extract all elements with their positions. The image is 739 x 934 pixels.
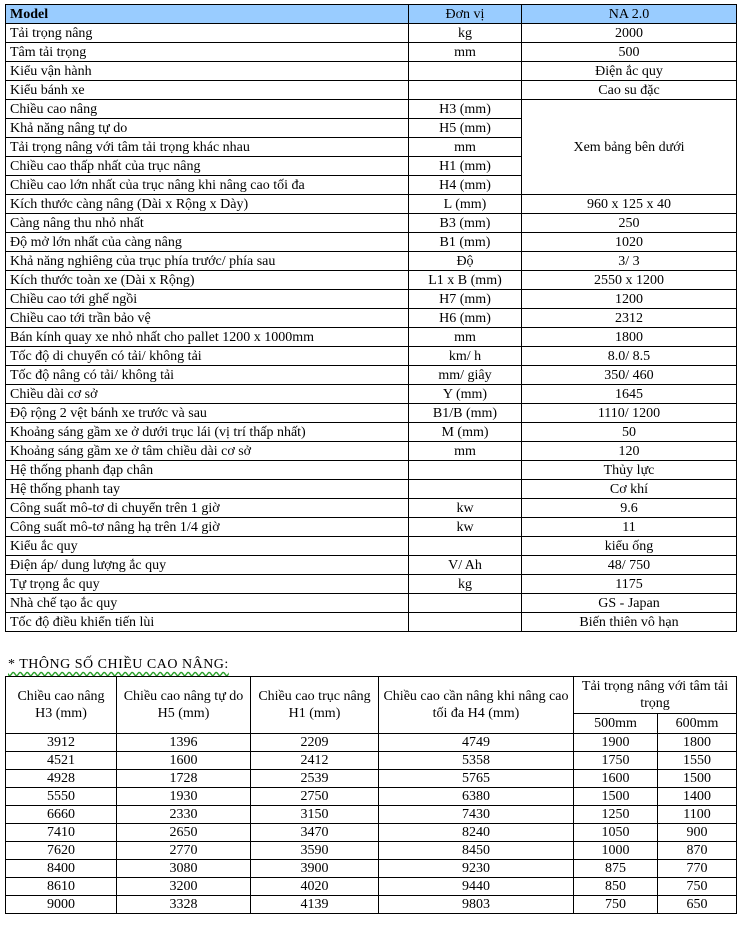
- spec-label: Càng nâng thu nhỏ nhất: [6, 214, 409, 233]
- spec-label: Kích thước càng nâng (Dài x Rộng x Dày): [6, 195, 409, 214]
- spec-unit: L (mm): [409, 195, 522, 214]
- lift-cell: 1800: [658, 734, 737, 752]
- spec-row: [6, 62, 737, 81]
- lift-cell: 7410: [6, 824, 117, 842]
- lift-cell: 3900: [251, 860, 379, 878]
- spec-unit: H7 (mm): [409, 290, 522, 309]
- spec-row: [6, 423, 737, 442]
- spec-row: [6, 594, 737, 613]
- lift-row: [6, 824, 737, 842]
- spec-unit: kg: [409, 575, 522, 594]
- lift-cell: 4521: [6, 752, 117, 770]
- lift-cell: 1600: [574, 770, 658, 788]
- spec-label: Khả năng nghiêng của trục phía trước/ phía sau: [6, 252, 409, 271]
- spec-unit: km/ h: [409, 347, 522, 366]
- lift-cell: 1000: [574, 842, 658, 860]
- lift-cell: 770: [658, 860, 737, 878]
- spec-unit: M (mm): [409, 423, 522, 442]
- spec-row: [6, 518, 737, 537]
- lift-cell: 900: [658, 824, 737, 842]
- spec-row: [6, 461, 737, 480]
- spec-value: 48/ 750: [522, 556, 737, 575]
- spec-unit: B1/B (mm): [409, 404, 522, 423]
- spec-row: [6, 480, 737, 499]
- spec-header-row: [6, 5, 737, 24]
- spec-value: kiểu ống: [522, 537, 737, 556]
- lift-subheader-500: 500mm: [574, 713, 658, 733]
- spec-value: 8.0/ 8.5: [522, 347, 737, 366]
- spec-value: 1800: [522, 328, 737, 347]
- lift-cell: 1750: [574, 752, 658, 770]
- spec-unit: Độ: [409, 252, 522, 271]
- spec-value: 1175: [522, 575, 737, 594]
- spec-label: Chiều cao tới trần bảo vệ: [6, 309, 409, 328]
- lift-cell: 1396: [117, 734, 251, 752]
- lift-header-row: [6, 677, 737, 714]
- lift-row: [6, 752, 737, 770]
- lift-cell: 1600: [117, 752, 251, 770]
- spec-label: Chiều cao lớn nhất của trục nâng khi nâng cao tối đa: [6, 176, 409, 195]
- lift-cell: 2750: [251, 788, 379, 806]
- lift-subheader-600: 600mm: [658, 713, 737, 733]
- spec-row: [6, 537, 737, 556]
- spec-table: [5, 4, 737, 632]
- spec-row: [6, 385, 737, 404]
- spec-row: [6, 214, 737, 233]
- spec-row: [6, 442, 737, 461]
- spec-unit: [409, 62, 522, 81]
- lift-cell: 8450: [379, 842, 574, 860]
- spec-header-value: NA 2.0: [522, 5, 737, 24]
- spec-row: [6, 613, 737, 632]
- lift-cell: 875: [574, 860, 658, 878]
- spec-label: Tải trọng nâng với tâm tải trọng khác nhau: [6, 138, 409, 157]
- lift-row: [6, 806, 737, 824]
- lift-row: [6, 770, 737, 788]
- spec-unit: H6 (mm): [409, 309, 522, 328]
- lift-cell: 9803: [379, 896, 574, 914]
- spec-value: 11: [522, 518, 737, 537]
- lift-cell: 650: [658, 896, 737, 914]
- lift-row: [6, 860, 737, 878]
- lift-cell: 1250: [574, 806, 658, 824]
- spec-label: Chiều cao nâng: [6, 100, 409, 119]
- lift-cell: 1100: [658, 806, 737, 824]
- spec-value: 500: [522, 43, 737, 62]
- spec-row: [6, 252, 737, 271]
- lift-header-h4: Chiều cao cần nâng khi nâng cao tối đa H4 (mm): [379, 677, 574, 734]
- spec-label: Tải trọng nâng: [6, 24, 409, 43]
- spec-merged-value: Xem bảng bên dưới: [522, 100, 737, 195]
- spec-row: [6, 81, 737, 100]
- spec-value: Biến thiên vô hạn: [522, 613, 737, 632]
- spec-value: 3/ 3: [522, 252, 737, 271]
- lift-cell: 3150: [251, 806, 379, 824]
- spec-value: 50: [522, 423, 737, 442]
- spec-unit: [409, 594, 522, 613]
- spec-value: Điện ắc quy: [522, 62, 737, 81]
- lift-table: [5, 676, 737, 914]
- spec-value: Cơ khí: [522, 480, 737, 499]
- lift-cell: 3912: [6, 734, 117, 752]
- spec-value: 1020: [522, 233, 737, 252]
- lift-cell: 2770: [117, 842, 251, 860]
- lift-row: [6, 878, 737, 896]
- spec-unit: [409, 461, 522, 480]
- lift-cell: 850: [574, 878, 658, 896]
- spec-label: Độ rộng 2 vệt bánh xe trước và sau: [6, 404, 409, 423]
- spec-unit: [409, 81, 522, 100]
- lift-cell: 9230: [379, 860, 574, 878]
- spec-unit: L1 x B (mm): [409, 271, 522, 290]
- spec-value: 2312: [522, 309, 737, 328]
- spec-value: 120: [522, 442, 737, 461]
- spec-value: 250: [522, 214, 737, 233]
- spec-value: 350/ 460: [522, 366, 737, 385]
- lift-cell: 8610: [6, 878, 117, 896]
- spec-label: Chiều cao thấp nhất của trục nâng: [6, 157, 409, 176]
- spec-value: 2550 x 1200: [522, 271, 737, 290]
- lift-section-title: * THÔNG SỐ CHIỀU CAO NÂNG:: [8, 657, 229, 672]
- spec-unit: mm: [409, 43, 522, 62]
- spec-label: Kiểu ắc quy: [6, 537, 409, 556]
- spec-unit: H1 (mm): [409, 157, 522, 176]
- lift-header-h3: Chiều cao nâng H3 (mm): [6, 677, 117, 734]
- lift-cell: 1550: [658, 752, 737, 770]
- spec-row: [6, 347, 737, 366]
- spec-row: [6, 328, 737, 347]
- lift-cell: 3200: [117, 878, 251, 896]
- spec-value: 1200: [522, 290, 737, 309]
- lift-cell: 750: [574, 896, 658, 914]
- lift-cell: 3470: [251, 824, 379, 842]
- spec-label: Tốc độ điều khiển tiến lùi: [6, 613, 409, 632]
- lift-cell: 7430: [379, 806, 574, 824]
- spec-unit: kw: [409, 499, 522, 518]
- spec-row: [6, 100, 737, 119]
- spec-label: Kích thước toàn xe (Dài x Rộng): [6, 271, 409, 290]
- lift-cell: 4928: [6, 770, 117, 788]
- spec-row: [6, 290, 737, 309]
- lift-cell: 3590: [251, 842, 379, 860]
- spec-row: [6, 404, 737, 423]
- lift-cell: 1400: [658, 788, 737, 806]
- lift-header-capacity: Tải trọng nâng với tâm tải trọng: [574, 677, 737, 714]
- lift-cell: 1050: [574, 824, 658, 842]
- spec-label: Kiểu vận hành: [6, 62, 409, 81]
- spec-unit: B1 (mm): [409, 233, 522, 252]
- spec-label: Khoảng sáng gầm xe ở tâm chiều dài cơ sở: [6, 442, 409, 461]
- spec-label: Nhà chế tạo ắc quy: [6, 594, 409, 613]
- spec-label: Chiều cao tới ghế ngồi: [6, 290, 409, 309]
- lift-cell: 1500: [574, 788, 658, 806]
- spec-value: Cao su đặc: [522, 81, 737, 100]
- lift-cell: 1728: [117, 770, 251, 788]
- lift-cell: 6660: [6, 806, 117, 824]
- spec-label: Độ mở lớn nhất của càng nâng: [6, 233, 409, 252]
- lift-header-h1: Chiều cao trục nâng H1 (mm): [251, 677, 379, 734]
- spec-value: 1645: [522, 385, 737, 404]
- spec-unit: mm: [409, 442, 522, 461]
- lift-cell: 5550: [6, 788, 117, 806]
- lift-cell: 4749: [379, 734, 574, 752]
- spec-row: [6, 271, 737, 290]
- lift-cell: 4020: [251, 878, 379, 896]
- lift-cell: 2539: [251, 770, 379, 788]
- spec-label: Khoảng sáng gầm xe ở dưới trục lái (vị trí thấp nhất): [6, 423, 409, 442]
- lift-cell: 3328: [117, 896, 251, 914]
- spec-label: Tốc độ di chuyển có tải/ không tải: [6, 347, 409, 366]
- lift-cell: 4139: [251, 896, 379, 914]
- spec-label: Hệ thống phanh tay: [6, 480, 409, 499]
- spec-value: Thủy lực: [522, 461, 737, 480]
- spec-unit: mm: [409, 328, 522, 347]
- spec-value: 2000: [522, 24, 737, 43]
- spec-unit: kw: [409, 518, 522, 537]
- spec-label: Tâm tải trọng: [6, 43, 409, 62]
- spec-label: Kiểu bánh xe: [6, 81, 409, 100]
- spec-unit: H5 (mm): [409, 119, 522, 138]
- spec-unit: V/ Ah: [409, 556, 522, 575]
- spec-unit: mm/ giây: [409, 366, 522, 385]
- spec-unit: H4 (mm): [409, 176, 522, 195]
- spec-row: [6, 195, 737, 214]
- spec-row: [6, 233, 737, 252]
- lift-row: [6, 896, 737, 914]
- lift-cell: 2209: [251, 734, 379, 752]
- spec-label: Khả năng nâng tự do: [6, 119, 409, 138]
- spec-value: 960 x 125 x 40: [522, 195, 737, 214]
- spec-unit: H3 (mm): [409, 100, 522, 119]
- spec-row: [6, 309, 737, 328]
- spec-unit: mm: [409, 138, 522, 157]
- lift-cell: 2330: [117, 806, 251, 824]
- lift-cell: 870: [658, 842, 737, 860]
- spec-row: [6, 499, 737, 518]
- spec-label: Điện áp/ dung lượng ắc quy: [6, 556, 409, 575]
- spec-unit: [409, 537, 522, 556]
- lift-cell: 2650: [117, 824, 251, 842]
- spec-row: [6, 575, 737, 594]
- spec-row: [6, 366, 737, 385]
- spec-label: Công suất mô-tơ di chuyển trên 1 giờ: [6, 499, 409, 518]
- lift-cell: 2412: [251, 752, 379, 770]
- spec-unit: B3 (mm): [409, 214, 522, 233]
- lift-cell: 1900: [574, 734, 658, 752]
- spec-row: [6, 43, 737, 62]
- lift-cell: 3080: [117, 860, 251, 878]
- lift-cell: 7620: [6, 842, 117, 860]
- spec-unit: kg: [409, 24, 522, 43]
- lift-cell: 9440: [379, 878, 574, 896]
- spec-value: GS - Japan: [522, 594, 737, 613]
- spec-label: Công suất mô-tơ nâng hạ trên 1/4 giờ: [6, 518, 409, 537]
- lift-cell: 9000: [6, 896, 117, 914]
- lift-row: [6, 842, 737, 860]
- spec-unit: [409, 480, 522, 499]
- lift-cell: 1930: [117, 788, 251, 806]
- spec-row: [6, 24, 737, 43]
- lift-header-h5: Chiều cao nâng tự do H5 (mm): [117, 677, 251, 734]
- lift-cell: 5358: [379, 752, 574, 770]
- lift-cell: 750: [658, 878, 737, 896]
- spec-value: 1110/ 1200: [522, 404, 737, 423]
- spec-value: 9.6: [522, 499, 737, 518]
- spec-label: Hệ thống phanh đạp chân: [6, 461, 409, 480]
- spec-row: [6, 556, 737, 575]
- lift-row: [6, 788, 737, 806]
- lift-cell: 6380: [379, 788, 574, 806]
- spec-label: Tự trọng ắc quy: [6, 575, 409, 594]
- lift-row: [6, 734, 737, 752]
- spec-header-unit: Đơn vị: [409, 5, 522, 24]
- spec-unit: [409, 613, 522, 632]
- spec-label: Chiều dài cơ sở: [6, 385, 409, 404]
- lift-cell: 1500: [658, 770, 737, 788]
- lift-cell: 8240: [379, 824, 574, 842]
- lift-cell: 8400: [6, 860, 117, 878]
- spec-label: Tốc độ nâng có tải/ không tải: [6, 366, 409, 385]
- lift-cell: 5765: [379, 770, 574, 788]
- spec-unit: Y (mm): [409, 385, 522, 404]
- spec-header-model: Model: [6, 5, 409, 24]
- spec-label: Bán kính quay xe nhỏ nhất cho pallet 1200 x 1000mm: [6, 328, 409, 347]
